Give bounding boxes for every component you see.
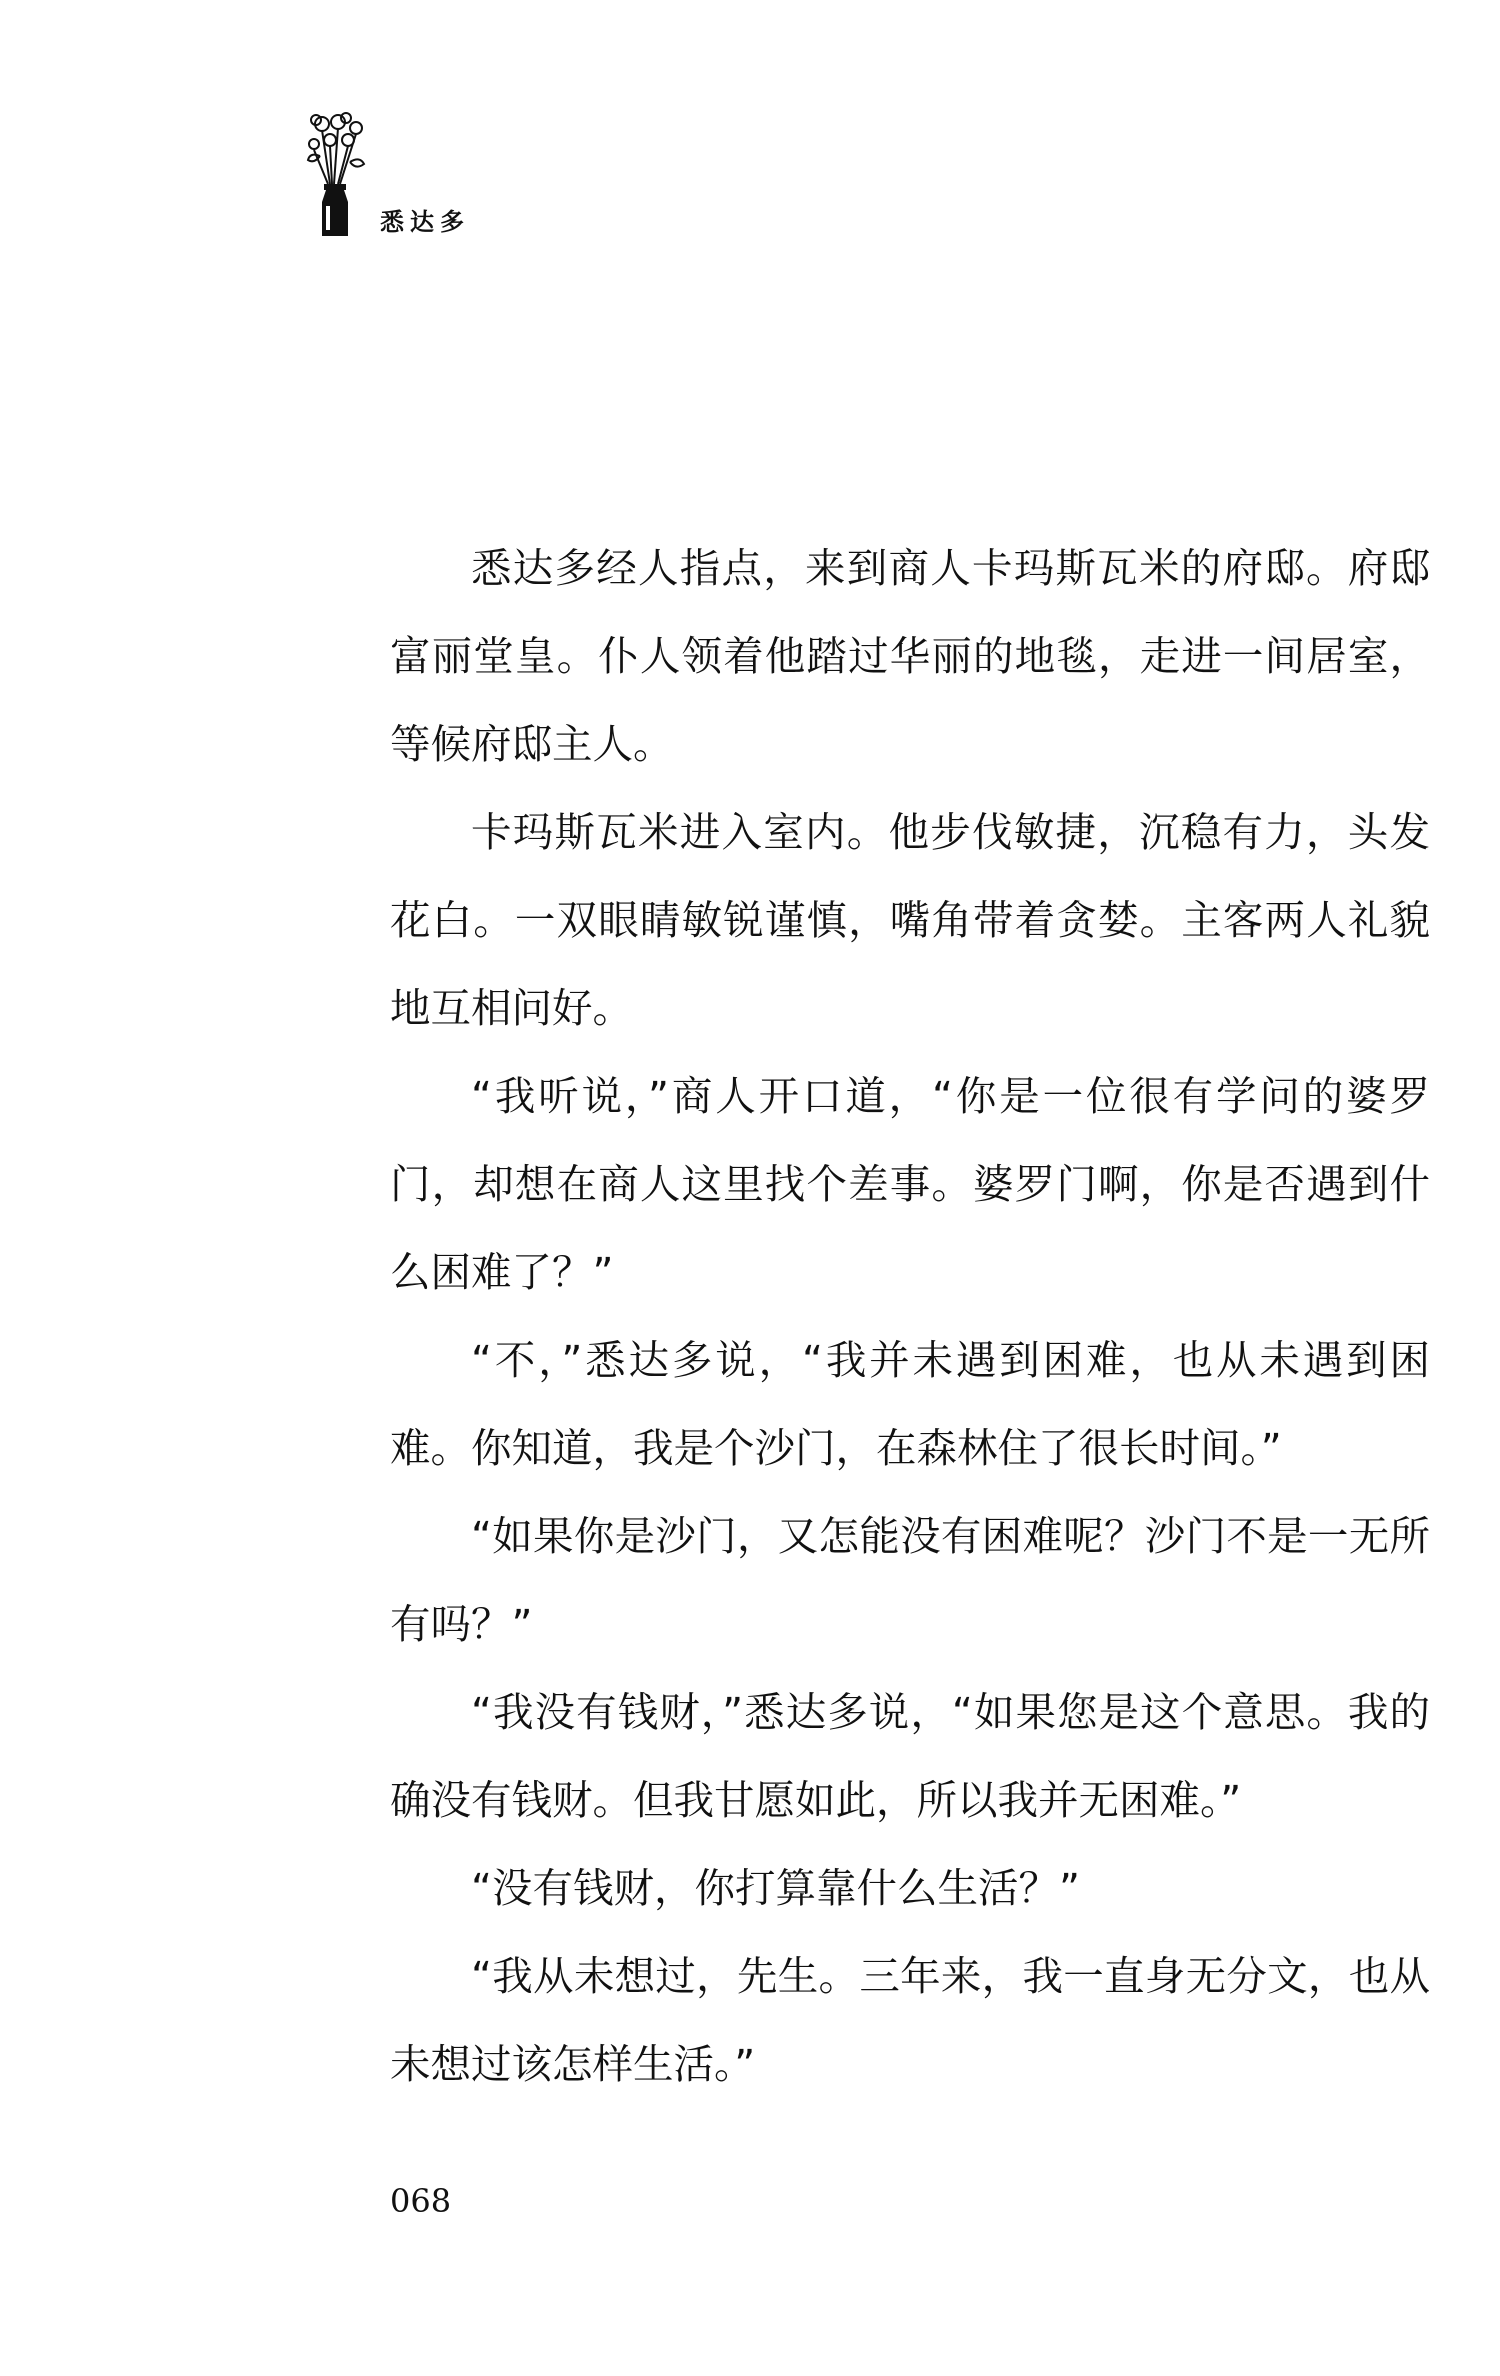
paragraph: 卡玛斯瓦米进入室内。他步伐敏捷，沉稳有力，头发花白。一双眼睛敏锐谨慎，嘴角带着贪婪。主客两人礼貌地互相问好。 <box>390 808 1430 1032</box>
running-title: 悉达多 <box>380 208 470 236</box>
flower-vase-icon <box>300 110 384 240</box>
paragraph: “我听说，”商人开口道，“你是一位很有学问的婆罗门，却想在商人这里找个差事。婆罗门啊，你是否遇到什么困难了？” <box>390 1072 1430 1296</box>
paragraph: “如果你是沙门，又怎能没有困难呢？沙门不是一无所有吗？” <box>390 1512 1430 1648</box>
paragraph: “我从未想过，先生。三年来，我一直身无分文，也从未想过该怎样生活。” <box>390 1952 1430 2088</box>
paragraph: “我没有钱财，”悉达多说，“如果您是这个意思。我的确没有钱财。但我甘愿如此，所以我并无困难。” <box>390 1688 1430 1824</box>
running-header <box>300 110 500 240</box>
paragraph-underlined <box>390 1316 1430 1492</box>
page-number: 068 <box>390 2182 452 2220</box>
body-text <box>390 524 1430 2108</box>
paragraph-lead: “不，”悉达多说，“ <box>471 1336 823 1384</box>
underlined-phrase: 我并未遇到困难，也从未遇到困难。 <box>390 1336 1431 1472</box>
paragraph: “没有钱财，你打算靠什么生活？” <box>471 1864 1080 1912</box>
paragraph: 悉达多经人指点，来到商人卡玛斯瓦米的府邸。府邸富丽堂皇。仆人领着他踏过华丽的地毯，走进一间居室，等候府邸主人。 <box>390 544 1430 768</box>
paragraph-tail: 你知道，我是个沙门，在森林住了很长时间。” <box>471 1424 1282 1472</box>
